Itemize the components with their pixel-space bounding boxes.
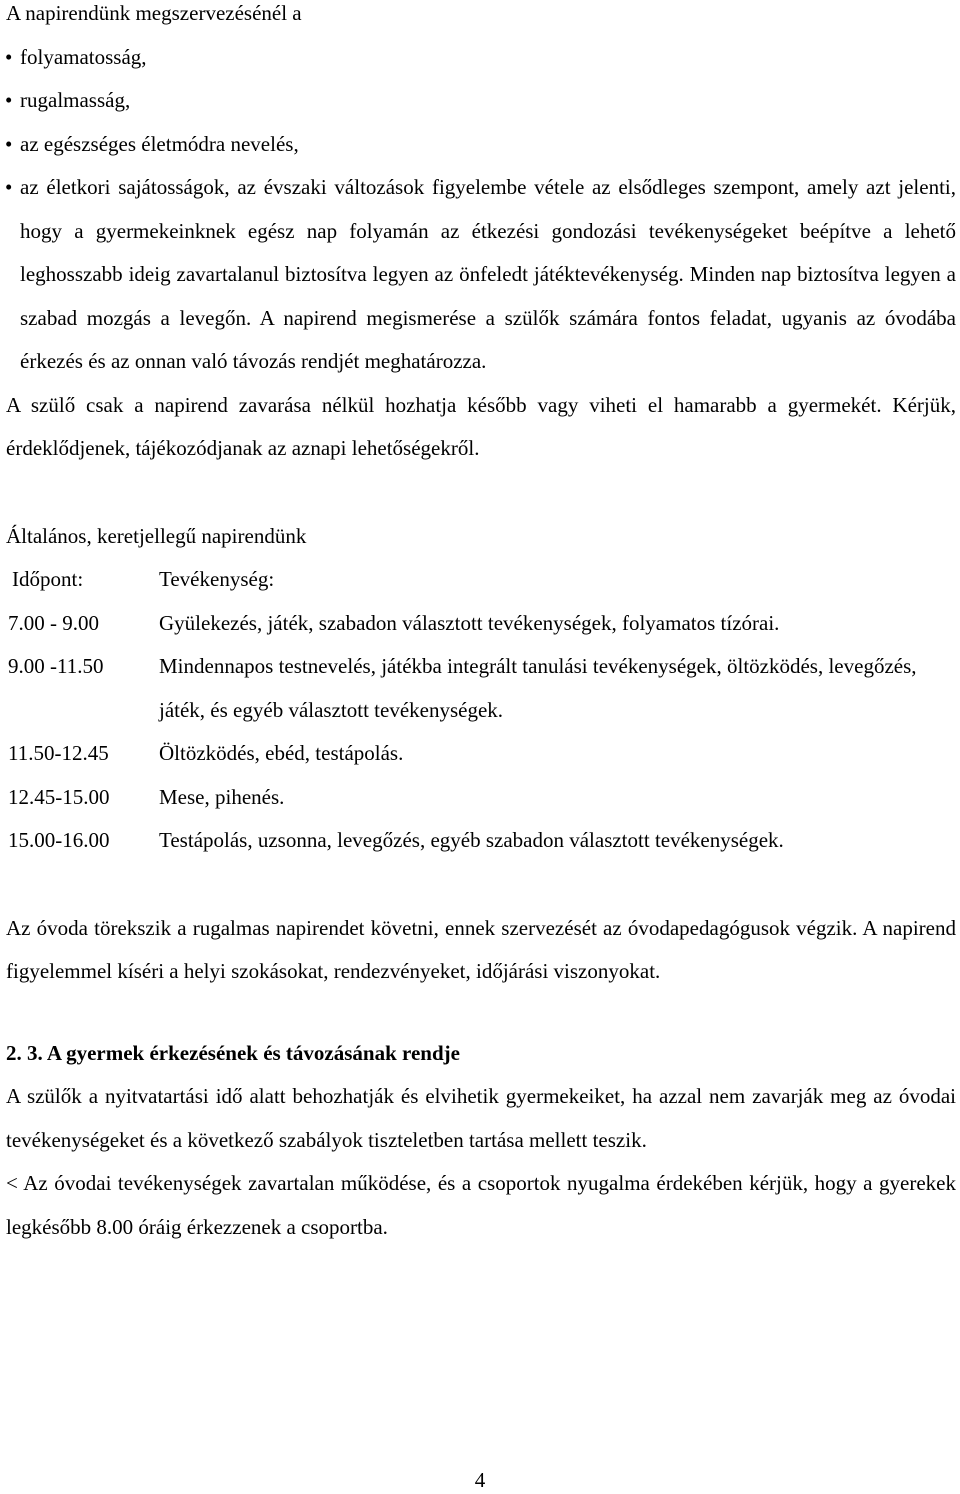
section-title: A gyermek érkezésének és távozásának rendje: [46, 1040, 460, 1065]
section-heading: [6, 1032, 956, 1076]
bullet-item-age-characteristics: • az életkori sajátosságok, az évszaki változások figyelembe vétele az elsődleges szempont, amely azt jelenti, hogy a gyermekeinknek egész nap folyamán az étkezési gondozási tevékenységeket beépítve a lehető leghosszabb ideig zavartalanul biztosítva legyen az önfeledt játéktevékenység. Minden nap biztosítva legyen a szabad mozgás a levegőn. A napirend megismerése a szülők számára fontos feladat, ugyanis az óvodába érkezés és az onnan való távozás rendjét meghatározza.: [6, 166, 956, 384]
intro-text: A napirendünk megszervezésénél a: [6, 1, 302, 25]
schedule-time: 7.00 - 9.00: [8, 610, 99, 635]
schedule-row: [6, 732, 956, 776]
schedule-time: 11.50-12.45: [8, 741, 109, 765]
schedule-title: Általános, keretjellegű napirendünk: [6, 523, 307, 548]
schedule-activity: Mese, pihenés.: [159, 784, 285, 809]
schedule-activity: Testápolás, uzsonna, levegőzés, egyéb szabadon választott tevékenységek.: [159, 828, 784, 852]
arrival-paragraph: A szülők a nyitvatartási idő alatt behozhatják és elvihetik gyermekeiket, ha azzal nem zavarják meg az óvodai tevékenységeket és a következő szabályok tiszteletben tartása mellett teszik.: [6, 1084, 956, 1152]
parent-note-paragraph: A szülő csak a napirend zavarása nélkül hozhatja később vagy viheti el hamarabb a gyermekét. Kérjük, érdeklődjenek, tájékozódjanak az aznapi lehetőségekről.: [6, 392, 956, 460]
schedule-row: [6, 602, 956, 646]
bullet-item-healthy-lifestyle: • az egészséges életmódra nevelés,: [6, 123, 956, 167]
page-number: 4: [474, 1468, 486, 1492]
schedule-header-row: [6, 558, 956, 602]
bullet-item-flexibility: • rugalmasság,: [6, 79, 956, 123]
schedule-time: 15.00-16.00: [8, 828, 110, 852]
schedule-activity: Öltözködés, ebéd, testápolás.: [159, 741, 404, 765]
bullet-item-continuity: • folyamatosság,: [6, 36, 956, 80]
schedule-header-time: Időpont:: [12, 567, 84, 591]
bullet-list: [6, 36, 956, 384]
schedule-time: 12.45-15.00: [8, 784, 110, 809]
schedule-activity: Mindennapos testnevelés, játékba integrált tanulási tevékenységek, öltözködés, levegőzés, játék, és egyéb választott tevékenységek.: [159, 654, 917, 722]
schedule-row: [6, 776, 956, 820]
flexible-schedule-paragraph: Az óvoda törekszik a rugalmas napirendet követni, ennek szervezését az óvodapedagógusok végzik. A napirend figyelemmel kíséri a helyi szokásokat, rendezvényeket, időjárási viszonyokat.: [6, 915, 956, 983]
section-number: 2. 3.: [6, 1040, 43, 1065]
schedule-table: [6, 558, 956, 863]
schedule-header-activity: Tevékenység:: [159, 567, 275, 591]
schedule-activity: Gyülekezés, játék, szabadon választott tevékenységek, folyamatos tízórai.: [159, 610, 780, 635]
schedule-row: [6, 645, 956, 732]
document-page: [6, 0, 956, 1249]
arrival-rule-paragraph: < Az óvodai tevékenységek zavartalan működése, és a csoportok nyugalma érdekében kérjük, hogy a gyerekek legkésőbb 8.00 óráig érkezzenek a csoportba.: [6, 1171, 956, 1239]
schedule-time: 9.00 -11.50: [8, 654, 104, 678]
schedule-row: [6, 819, 956, 863]
